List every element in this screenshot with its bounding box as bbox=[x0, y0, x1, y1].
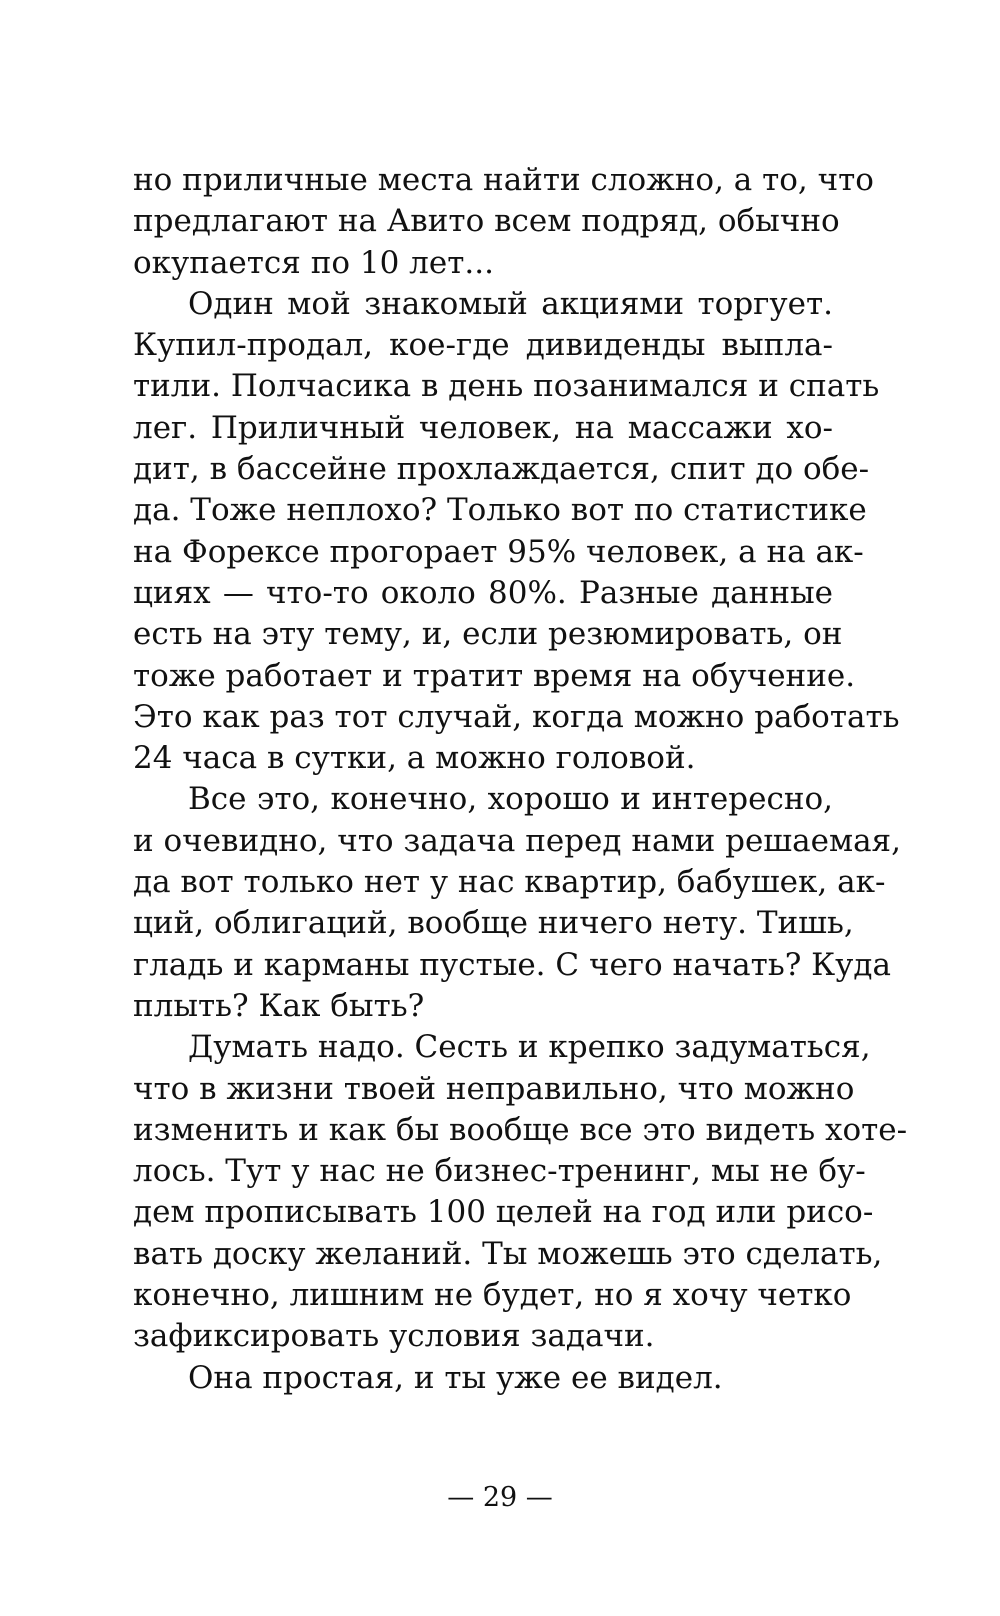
text-line: тоже работает и тратит время на обучение. bbox=[133, 657, 856, 694]
body-text bbox=[133, 160, 908, 1399]
text-line: Думать надо. Сесть и крепко задуматься, bbox=[188, 1029, 871, 1066]
text-line: лось. Тут у нас не бизнес-тренинг, мы не бу- bbox=[133, 1153, 866, 1190]
paragraph bbox=[133, 779, 901, 1027]
text-line: что в жизни твоей неправильно, что можно bbox=[133, 1070, 855, 1107]
text-line: зафиксировать условия задачи. bbox=[133, 1318, 655, 1355]
text-line: 24 часа в сутки, а можно головой. bbox=[133, 740, 696, 777]
text-line: вать доску желаний. Ты можешь это сделать, bbox=[133, 1235, 883, 1272]
text-line: изменить и как бы вообще все это видеть хоте- bbox=[133, 1111, 908, 1148]
paragraph bbox=[133, 284, 900, 780]
text-line: циях — что-то около 80%. Разные данные bbox=[133, 574, 833, 611]
text-line: Купил-продал, кое-где дивиденды выпла- bbox=[133, 327, 833, 364]
text-line: предлагают на Авито всем подряд, обычно bbox=[133, 203, 840, 240]
text-line: лег. Приличный человек, на массажи хо- bbox=[133, 409, 833, 446]
page-number: — 29 — bbox=[447, 1482, 553, 1513]
text-line: да вот только нет у нас квартир, бабушек, ак- bbox=[133, 864, 886, 901]
text-line: ций, облигаций, вообще ничего нету. Тишь, bbox=[133, 905, 854, 942]
text-line: тили. Полчасика в день позанимался и спать bbox=[133, 368, 880, 405]
text-line: гладь и карманы пустые. С чего начать? Куда bbox=[133, 946, 891, 983]
text-line: Все это, конечно, хорошо и интересно, bbox=[188, 781, 833, 818]
text-line: на Форексе прогорает 95% человек, а на ак- bbox=[133, 533, 864, 570]
text-line: Один мой знакомый акциями торгует. bbox=[188, 285, 833, 322]
text-line: но приличные места найти сложно, а то, что bbox=[133, 162, 874, 198]
text-line: дит, в бассейне прохлаждается, спит до обе- bbox=[133, 451, 870, 488]
paragraph bbox=[133, 1358, 833, 1399]
paragraph bbox=[133, 160, 874, 284]
text-line: конечно, лишним не будет, но я хочу четко bbox=[133, 1277, 852, 1314]
text-line: есть на эту тему, и, если резюмировать, он bbox=[133, 616, 843, 653]
text-line: Она простая, и ты уже ее видел. bbox=[188, 1359, 723, 1396]
text-line: плыть? Как быть? bbox=[133, 987, 425, 1024]
text-line: да. Тоже неплохо? Только вот по статистике bbox=[133, 492, 867, 529]
text-line: и очевидно, что задача перед нами решаемая, bbox=[133, 822, 901, 859]
text-line: Это как раз тот случай, когда можно работать bbox=[133, 698, 900, 735]
text-line: дем прописывать 100 целей на год или рисо- bbox=[133, 1194, 874, 1231]
paragraph bbox=[133, 1027, 908, 1357]
text-line: окупается по 10 лет... bbox=[133, 244, 494, 281]
